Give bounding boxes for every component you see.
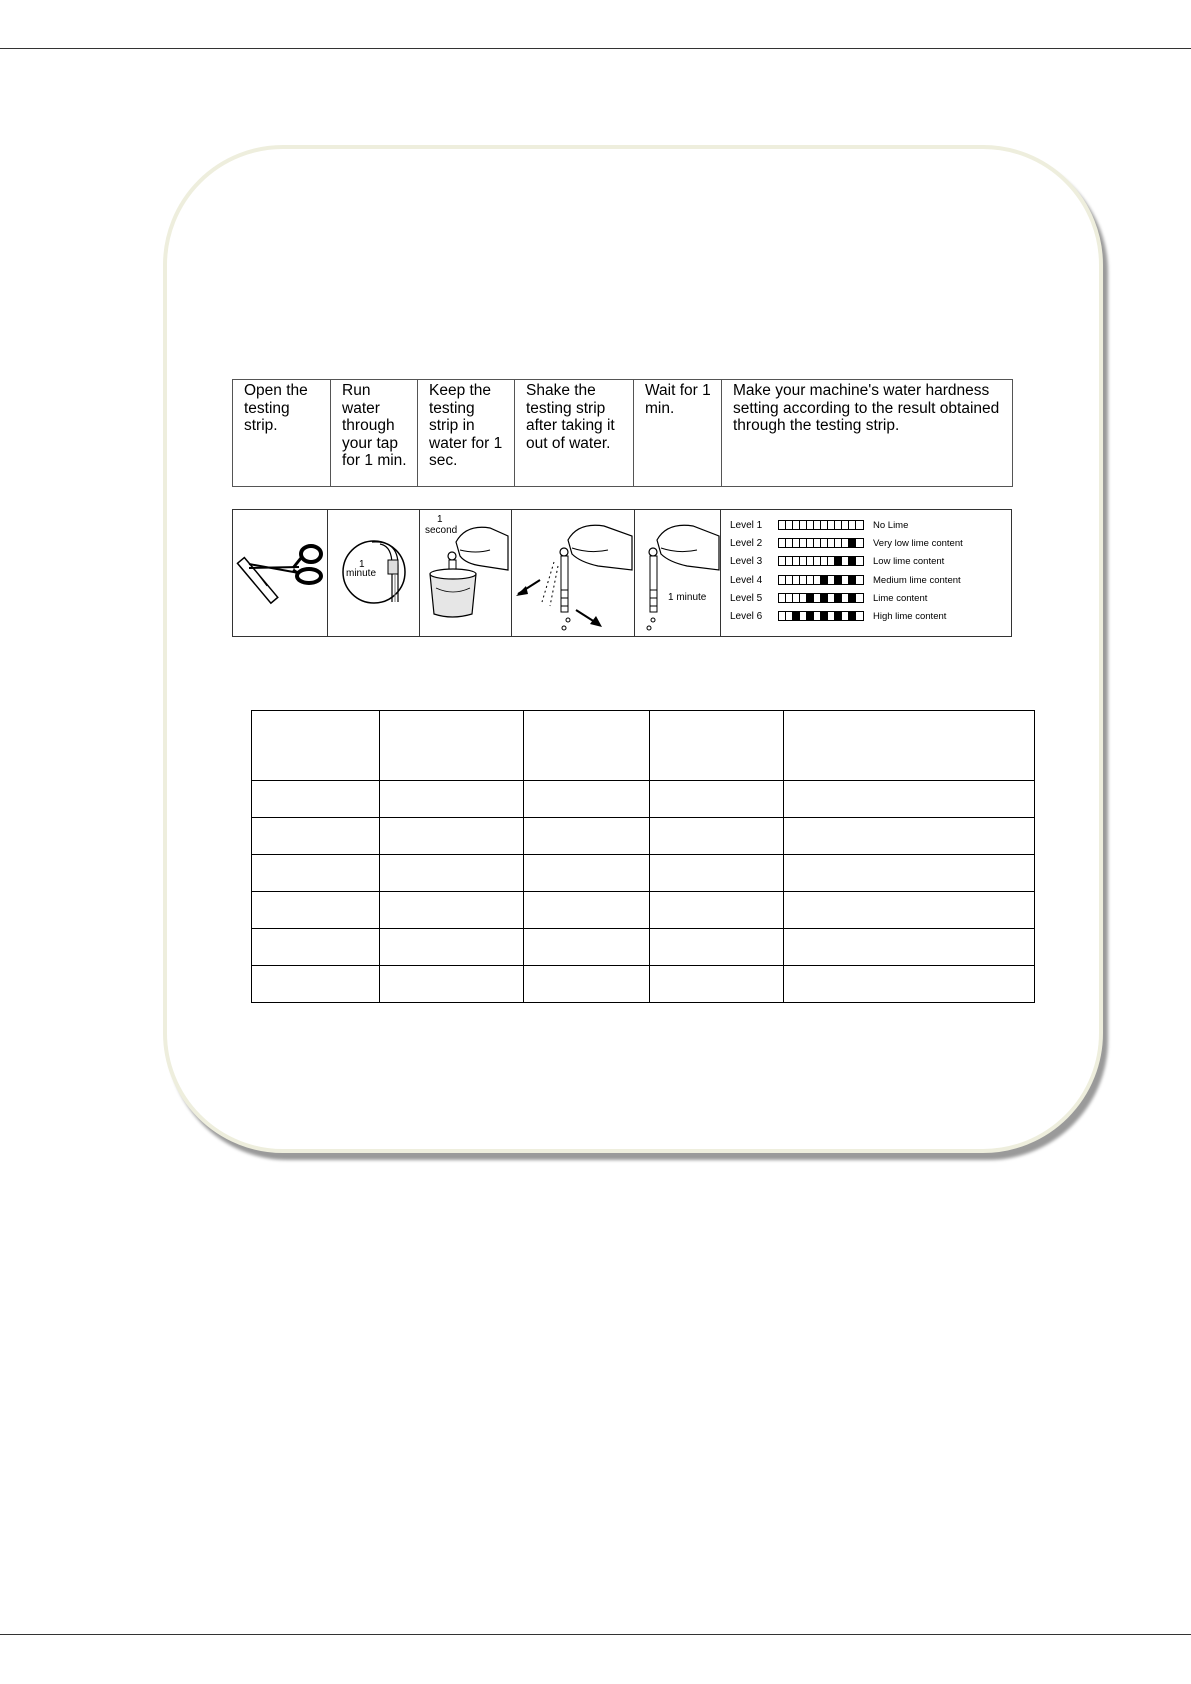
settings-cell: [380, 892, 524, 929]
level-square: [800, 539, 807, 547]
settings-cell: [650, 781, 784, 818]
levels-chart: [721, 510, 1011, 636]
level-row: [730, 591, 927, 605]
settings-row: [252, 855, 1035, 892]
step-5-text: Wait for 1 min.: [634, 380, 722, 487]
level-square: [856, 612, 863, 620]
level-square: [793, 557, 800, 565]
settings-cell: [524, 711, 650, 781]
level-square: [835, 539, 842, 547]
scissors-icon: [233, 510, 328, 636]
dip-label-number: 1: [437, 514, 443, 525]
level-square: [814, 539, 821, 547]
level-square: [842, 576, 849, 584]
level-bar: [778, 575, 864, 585]
level-square: [779, 557, 786, 565]
level-row: [730, 554, 944, 568]
level-square: [779, 594, 786, 602]
level-name: Level 6: [730, 610, 763, 622]
settings-cell: [524, 818, 650, 855]
settings-cell: [380, 855, 524, 892]
settings-cell: [524, 855, 650, 892]
settings-cell: [784, 855, 1035, 892]
level-bar: [778, 556, 864, 566]
top-rule: [0, 48, 1191, 49]
level-square: [856, 576, 863, 584]
settings-cell: [524, 892, 650, 929]
illustration-scissors: [233, 510, 328, 636]
level-square: [807, 521, 814, 529]
level-square: [779, 539, 786, 547]
level-square: [828, 557, 835, 565]
settings-row: [252, 781, 1035, 818]
dip-label-unit: second: [425, 525, 458, 536]
level-square: [835, 594, 842, 602]
level-square: [828, 539, 835, 547]
settings-header-row: [252, 711, 1035, 781]
settings-cell: [252, 929, 380, 966]
level-row: [730, 518, 908, 532]
settings-cell: [650, 966, 784, 1003]
shake-strip-icon: [512, 510, 635, 636]
step-6-text: Make your machine's water hardness setting according to the result obtained through the testing strip.: [722, 380, 1013, 487]
level-square: [793, 594, 800, 602]
level-square: [828, 612, 835, 620]
level-name: Level 3: [730, 555, 763, 567]
level-square: [842, 612, 849, 620]
tap-icon: [328, 510, 420, 636]
settings-cell: [650, 855, 784, 892]
level-square: [814, 576, 821, 584]
steps-table: [232, 379, 1013, 487]
level-square: [779, 576, 786, 584]
tap-label-unit: minute: [346, 568, 377, 579]
settings-cell: [252, 855, 380, 892]
level-square: [842, 521, 849, 529]
level-square: [786, 612, 793, 620]
settings-cell: [380, 929, 524, 966]
settings-cell: [784, 892, 1035, 929]
level-square: [856, 594, 863, 602]
level-description: Very low lime content: [873, 537, 963, 549]
level-row: [730, 573, 961, 587]
level-square: [814, 521, 821, 529]
settings-cell: [784, 966, 1035, 1003]
level-row: [730, 609, 946, 623]
settings-cell: [380, 781, 524, 818]
level-square: [849, 521, 856, 529]
level-square: [800, 612, 807, 620]
illustration-shake: [512, 510, 635, 636]
level-square: [856, 539, 863, 547]
level-square: [835, 557, 842, 565]
level-square: [849, 539, 856, 547]
level-square: [842, 557, 849, 565]
level-square: [842, 594, 849, 602]
settings-row: [252, 892, 1035, 929]
level-name: Level 2: [730, 537, 763, 549]
level-description: High lime content: [873, 610, 947, 622]
level-square: [828, 576, 835, 584]
step-3-text: Keep the testing strip in water for 1 sec.: [418, 380, 515, 487]
level-square: [807, 539, 814, 547]
step-1-text: Open the testing strip.: [233, 380, 331, 487]
cup-dip-icon: [420, 510, 512, 636]
settings-cell: [524, 966, 650, 1003]
level-square: [786, 557, 793, 565]
level-square: [800, 576, 807, 584]
level-square: [842, 539, 849, 547]
illustration-wait: [635, 510, 721, 636]
settings-cell: [252, 818, 380, 855]
level-square: [807, 576, 814, 584]
level-square: [849, 557, 856, 565]
level-bar: [778, 593, 864, 603]
settings-cell: [650, 818, 784, 855]
settings-cell: [650, 929, 784, 966]
level-square: [821, 576, 828, 584]
level-square: [800, 521, 807, 529]
level-square: [800, 557, 807, 565]
level-square: [821, 594, 828, 602]
level-square: [835, 521, 842, 529]
level-square: [835, 612, 842, 620]
level-square: [849, 576, 856, 584]
level-square: [856, 521, 863, 529]
settings-row: [252, 818, 1035, 855]
settings-cell: [650, 711, 784, 781]
wait-strip-icon: [635, 510, 721, 636]
settings-cell: [784, 711, 1035, 781]
level-square: [779, 521, 786, 529]
level-square: [814, 612, 821, 620]
level-square: [814, 594, 821, 602]
level-square: [793, 521, 800, 529]
level-square: [786, 539, 793, 547]
step-2-text: Run water through your tap for 1 min.: [331, 380, 418, 487]
settings-cell: [784, 781, 1035, 818]
level-square: [786, 521, 793, 529]
level-square: [821, 612, 828, 620]
settings-cell: [524, 929, 650, 966]
level-row: [730, 536, 963, 550]
illustration-strip: [232, 509, 1012, 637]
bottom-rule: [0, 1634, 1191, 1635]
settings-row: [252, 929, 1035, 966]
level-name: Level 5: [730, 592, 763, 604]
settings-cell: [380, 711, 524, 781]
settings-row: [252, 966, 1035, 1003]
settings-cell: [252, 966, 380, 1003]
level-square: [807, 612, 814, 620]
level-square: [807, 594, 814, 602]
illustration-tap: [328, 510, 420, 636]
level-bar: [778, 611, 864, 621]
settings-cell: [784, 929, 1035, 966]
settings-cell: [380, 818, 524, 855]
level-square: [828, 594, 835, 602]
level-square: [814, 557, 821, 565]
level-square: [807, 557, 814, 565]
level-description: Medium lime content: [873, 574, 961, 586]
settings-cell: [380, 966, 524, 1003]
level-bar: [778, 538, 864, 548]
level-square: [856, 557, 863, 565]
level-description: Low lime content: [873, 555, 945, 567]
level-square: [849, 612, 856, 620]
level-square: [821, 521, 828, 529]
level-square: [793, 539, 800, 547]
illustration-dip: [420, 510, 512, 636]
level-description: Lime content: [873, 592, 928, 604]
settings-cell: [650, 892, 784, 929]
level-name: Level 1: [730, 519, 763, 531]
level-square: [779, 612, 786, 620]
level-name: Level 4: [730, 574, 763, 586]
level-square: [793, 612, 800, 620]
settings-cell: [252, 711, 380, 781]
settings-cell: [524, 781, 650, 818]
settings-cell: [784, 818, 1035, 855]
tap-label-number: 1: [359, 559, 365, 570]
level-square: [821, 557, 828, 565]
level-square: [849, 594, 856, 602]
wait-label: 1 minute: [668, 592, 707, 603]
level-square: [786, 594, 793, 602]
level-bar: [778, 520, 864, 530]
settings-cell: [252, 781, 380, 818]
settings-cell: [252, 892, 380, 929]
level-square: [828, 521, 835, 529]
level-description: No Lime: [873, 519, 909, 531]
step-4-text: Shake the testing strip after taking it out of water.: [515, 380, 634, 487]
level-square: [835, 576, 842, 584]
level-square: [786, 576, 793, 584]
level-square: [793, 576, 800, 584]
level-square: [800, 594, 807, 602]
settings-table: [251, 710, 1035, 1003]
level-square: [821, 539, 828, 547]
